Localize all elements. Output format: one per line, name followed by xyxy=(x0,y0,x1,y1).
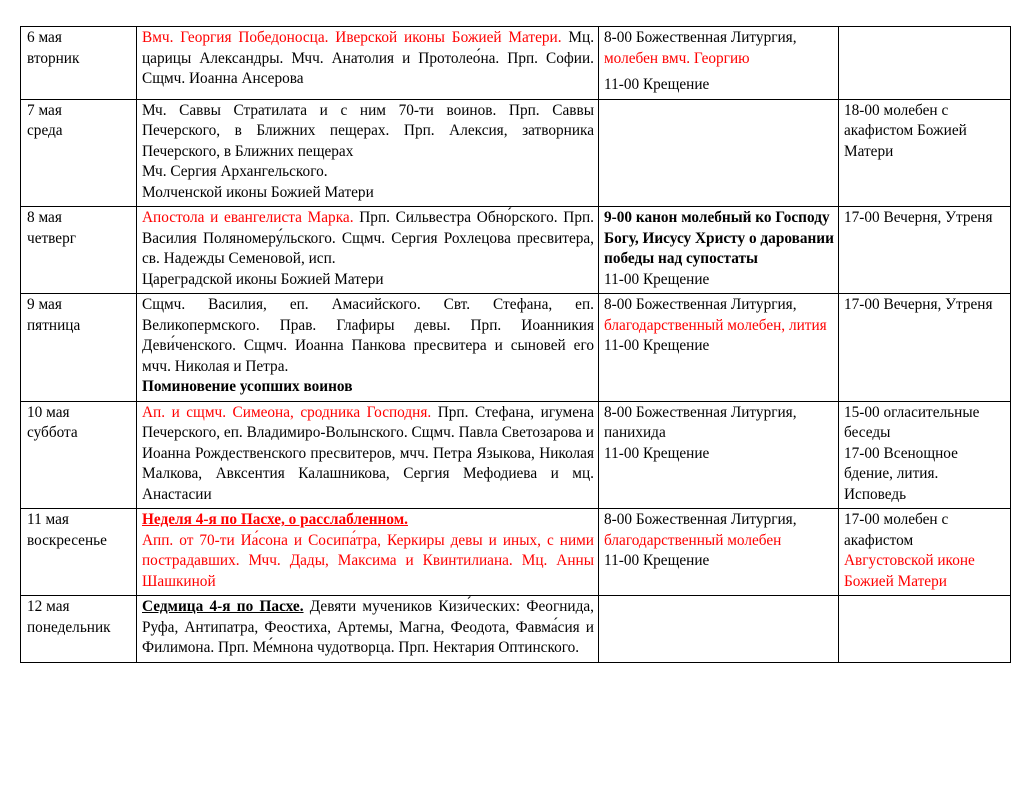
schedule-body xyxy=(21,27,1011,663)
evening-service-text: 17-00 молебен с акафистом xyxy=(844,511,949,549)
weekday-label: вторник xyxy=(27,49,80,67)
morning-service-text: 8-00 Божественная Литургия, xyxy=(604,511,797,528)
saints-text: Сщмч. Василия, еп. Амасийского. Свт. Стефана, еп. Великопермского. Прав. Глафиры девы. Прп. Иоанникия Деви́ченского. Сщмч. Иоанна Панкова пресвитера и сыновей его мчч. Николая и Петра. xyxy=(142,296,594,375)
date-cell xyxy=(21,401,137,509)
evening-services-cell xyxy=(839,509,1011,596)
morning-services-cell xyxy=(599,596,839,663)
saints-cell xyxy=(137,596,599,663)
evening-service-text: Исповедь xyxy=(844,485,907,503)
date-cell xyxy=(21,207,137,294)
date-label: 11 мая xyxy=(27,511,69,528)
date-label: 10 мая xyxy=(27,403,70,421)
saints-text: Ап. и сщмч. Симеона, сродника Господня. xyxy=(142,403,432,421)
date-label: 9 мая xyxy=(27,296,62,313)
morning-service-text: 11-00 Крещение xyxy=(604,76,710,93)
evening-service-text: 17-00 Всенощное бдение, лития. xyxy=(844,444,958,482)
morning-services-cell xyxy=(599,401,839,509)
morning-service-text: панихида xyxy=(604,424,666,441)
morning-services-cell xyxy=(599,99,839,207)
morning-service-text: 8-00 Божественная Литургия, xyxy=(604,29,797,46)
weekday-label: воскресенье xyxy=(27,531,107,549)
morning-service-text: 11-00 Крещение xyxy=(604,552,710,569)
saints-text: Мц. царицы Александры. Мчч. Анатолия и Протолео́на. Прп. Софии. Сщмч. Иоанна Ансерова xyxy=(142,29,595,87)
weekday-label: пятница xyxy=(27,316,81,334)
evening-services-cell xyxy=(839,401,1011,509)
saints-cell xyxy=(137,294,599,402)
saints-text: Апостола и евангелиста Марка. xyxy=(142,209,354,226)
schedule-row xyxy=(21,401,1011,509)
date-cell xyxy=(21,27,137,100)
morning-service-text: благодарственный молебен, лития xyxy=(604,316,827,334)
evening-service-text: 17-00 Вечерня, Утреня xyxy=(844,209,993,226)
saints-text: Поминовение усопших воинов xyxy=(142,378,353,395)
schedule-row xyxy=(21,509,1011,596)
schedule-page xyxy=(20,26,1010,663)
date-label: 6 мая xyxy=(27,29,62,46)
saints-text: Седмица 4-я по Пасхе. xyxy=(142,598,304,615)
saints-text: Девяти мучеников Кизи́ческих: Феогнида, Руфа, Антипатра, Феостиха, Артемы, Магна, Феодота, Фавма́сия и Филимона. Прп. Ме́мнона чудотворца. Прп. Нектария Оптинского. xyxy=(142,598,594,656)
date-label: 8 мая xyxy=(27,209,62,226)
morning-service-text: молебен вмч. Георгию xyxy=(604,49,750,67)
saints-cell xyxy=(137,207,599,294)
schedule-row xyxy=(21,27,1011,100)
weekday-label: среда xyxy=(27,122,63,139)
saints-text: Прп. Сильвестра Обно́рского. Прп. Василия Поляномеру́льского. Сщмч. Сергия Рохлецова пресвитера, св. Надежды Семеновой, исп. xyxy=(142,209,594,267)
weekday-label: четверг xyxy=(27,229,77,247)
evening-service-text: 15-00 огласительные беседы xyxy=(844,403,980,441)
saints-cell xyxy=(137,509,599,596)
saints-text: Цареградской иконы Божией Матери xyxy=(142,270,384,288)
morning-services-cell xyxy=(599,294,839,402)
weekday-label: суббота xyxy=(27,424,78,441)
service-schedule-table xyxy=(20,26,1011,663)
date-label: 7 мая xyxy=(27,101,62,119)
saints-cell xyxy=(137,401,599,509)
weekday-label: понедельник xyxy=(27,618,111,636)
morning-service-text: 8-00 Божественная Литургия, xyxy=(604,296,797,313)
evening-service-text: 18-00 молебен с акафистом Божией Матери xyxy=(844,101,967,160)
saints-text: Апп. от 70-ти Иа́сона и Сосипа́тра, Керкиры девы и иных, с ними пострадавших. Мчч. Дады, Максима и Квинтилиана. Мц. Анны Шашкиной xyxy=(142,531,594,590)
schedule-row xyxy=(21,207,1011,294)
evening-services-cell xyxy=(839,596,1011,663)
saints-cell xyxy=(137,99,599,207)
schedule-row xyxy=(21,99,1011,207)
morning-service-text: 9-00 канон молебный ко Господу Богу, Иисусу Христу о даровании победы над супостаты xyxy=(604,209,834,267)
morning-services-cell xyxy=(599,509,839,596)
evening-services-cell xyxy=(839,207,1011,294)
morning-service-text: 8-00 Божественная Литургия, xyxy=(604,403,797,421)
morning-services-cell xyxy=(599,207,839,294)
morning-service-text: 11-00 Крещение xyxy=(604,444,710,462)
date-label: 12 мая xyxy=(27,598,70,615)
saints-text: Молченской иконы Божией Матери xyxy=(142,183,374,201)
saints-text: Неделя 4-я по Пасхе, о расслабленном. xyxy=(142,511,408,528)
evening-service-text: Августовской иконе Божией Матери xyxy=(844,552,975,590)
saints-text: Прп. Стефана, игумена Печерского, еп. Владимиро-Волынского. Сщмч. Павла Светозарова и Иоанна Рождественского пресвитеров, мчч. Петра Языкова, Николая Малкова, Авксентия Калашникова, Сергия Мефодиева и мц. Анастасии xyxy=(142,403,594,503)
saints-cell xyxy=(137,27,599,100)
date-cell xyxy=(21,509,137,596)
saints-text: Вмч. Георгия Победоносца. Иверской иконы Божией Матери. xyxy=(142,29,562,46)
saints-text: Мч. Сергия Архангельского. xyxy=(142,163,328,180)
date-cell xyxy=(21,294,137,402)
morning-service-text: 11-00 Крещение xyxy=(604,337,710,354)
morning-service-text: 11-00 Крещение xyxy=(604,270,710,288)
date-cell xyxy=(21,596,137,663)
morning-service-text: благодарственный молебен xyxy=(604,531,782,549)
evening-services-cell xyxy=(839,99,1011,207)
schedule-row xyxy=(21,596,1011,663)
morning-services-cell xyxy=(599,27,839,100)
evening-services-cell xyxy=(839,294,1011,402)
saints-text: Мч. Саввы Стратилата и с ним 70-ти воинов. Прп. Саввы Печерского, в Ближних пещерах. Прп. Алексия, затворника Печерского, в Ближних пещерах xyxy=(142,101,594,160)
evening-services-cell xyxy=(839,27,1011,100)
schedule-row xyxy=(21,294,1011,402)
date-cell xyxy=(21,99,137,207)
evening-service-text: 17-00 Вечерня, Утреня xyxy=(844,296,993,313)
